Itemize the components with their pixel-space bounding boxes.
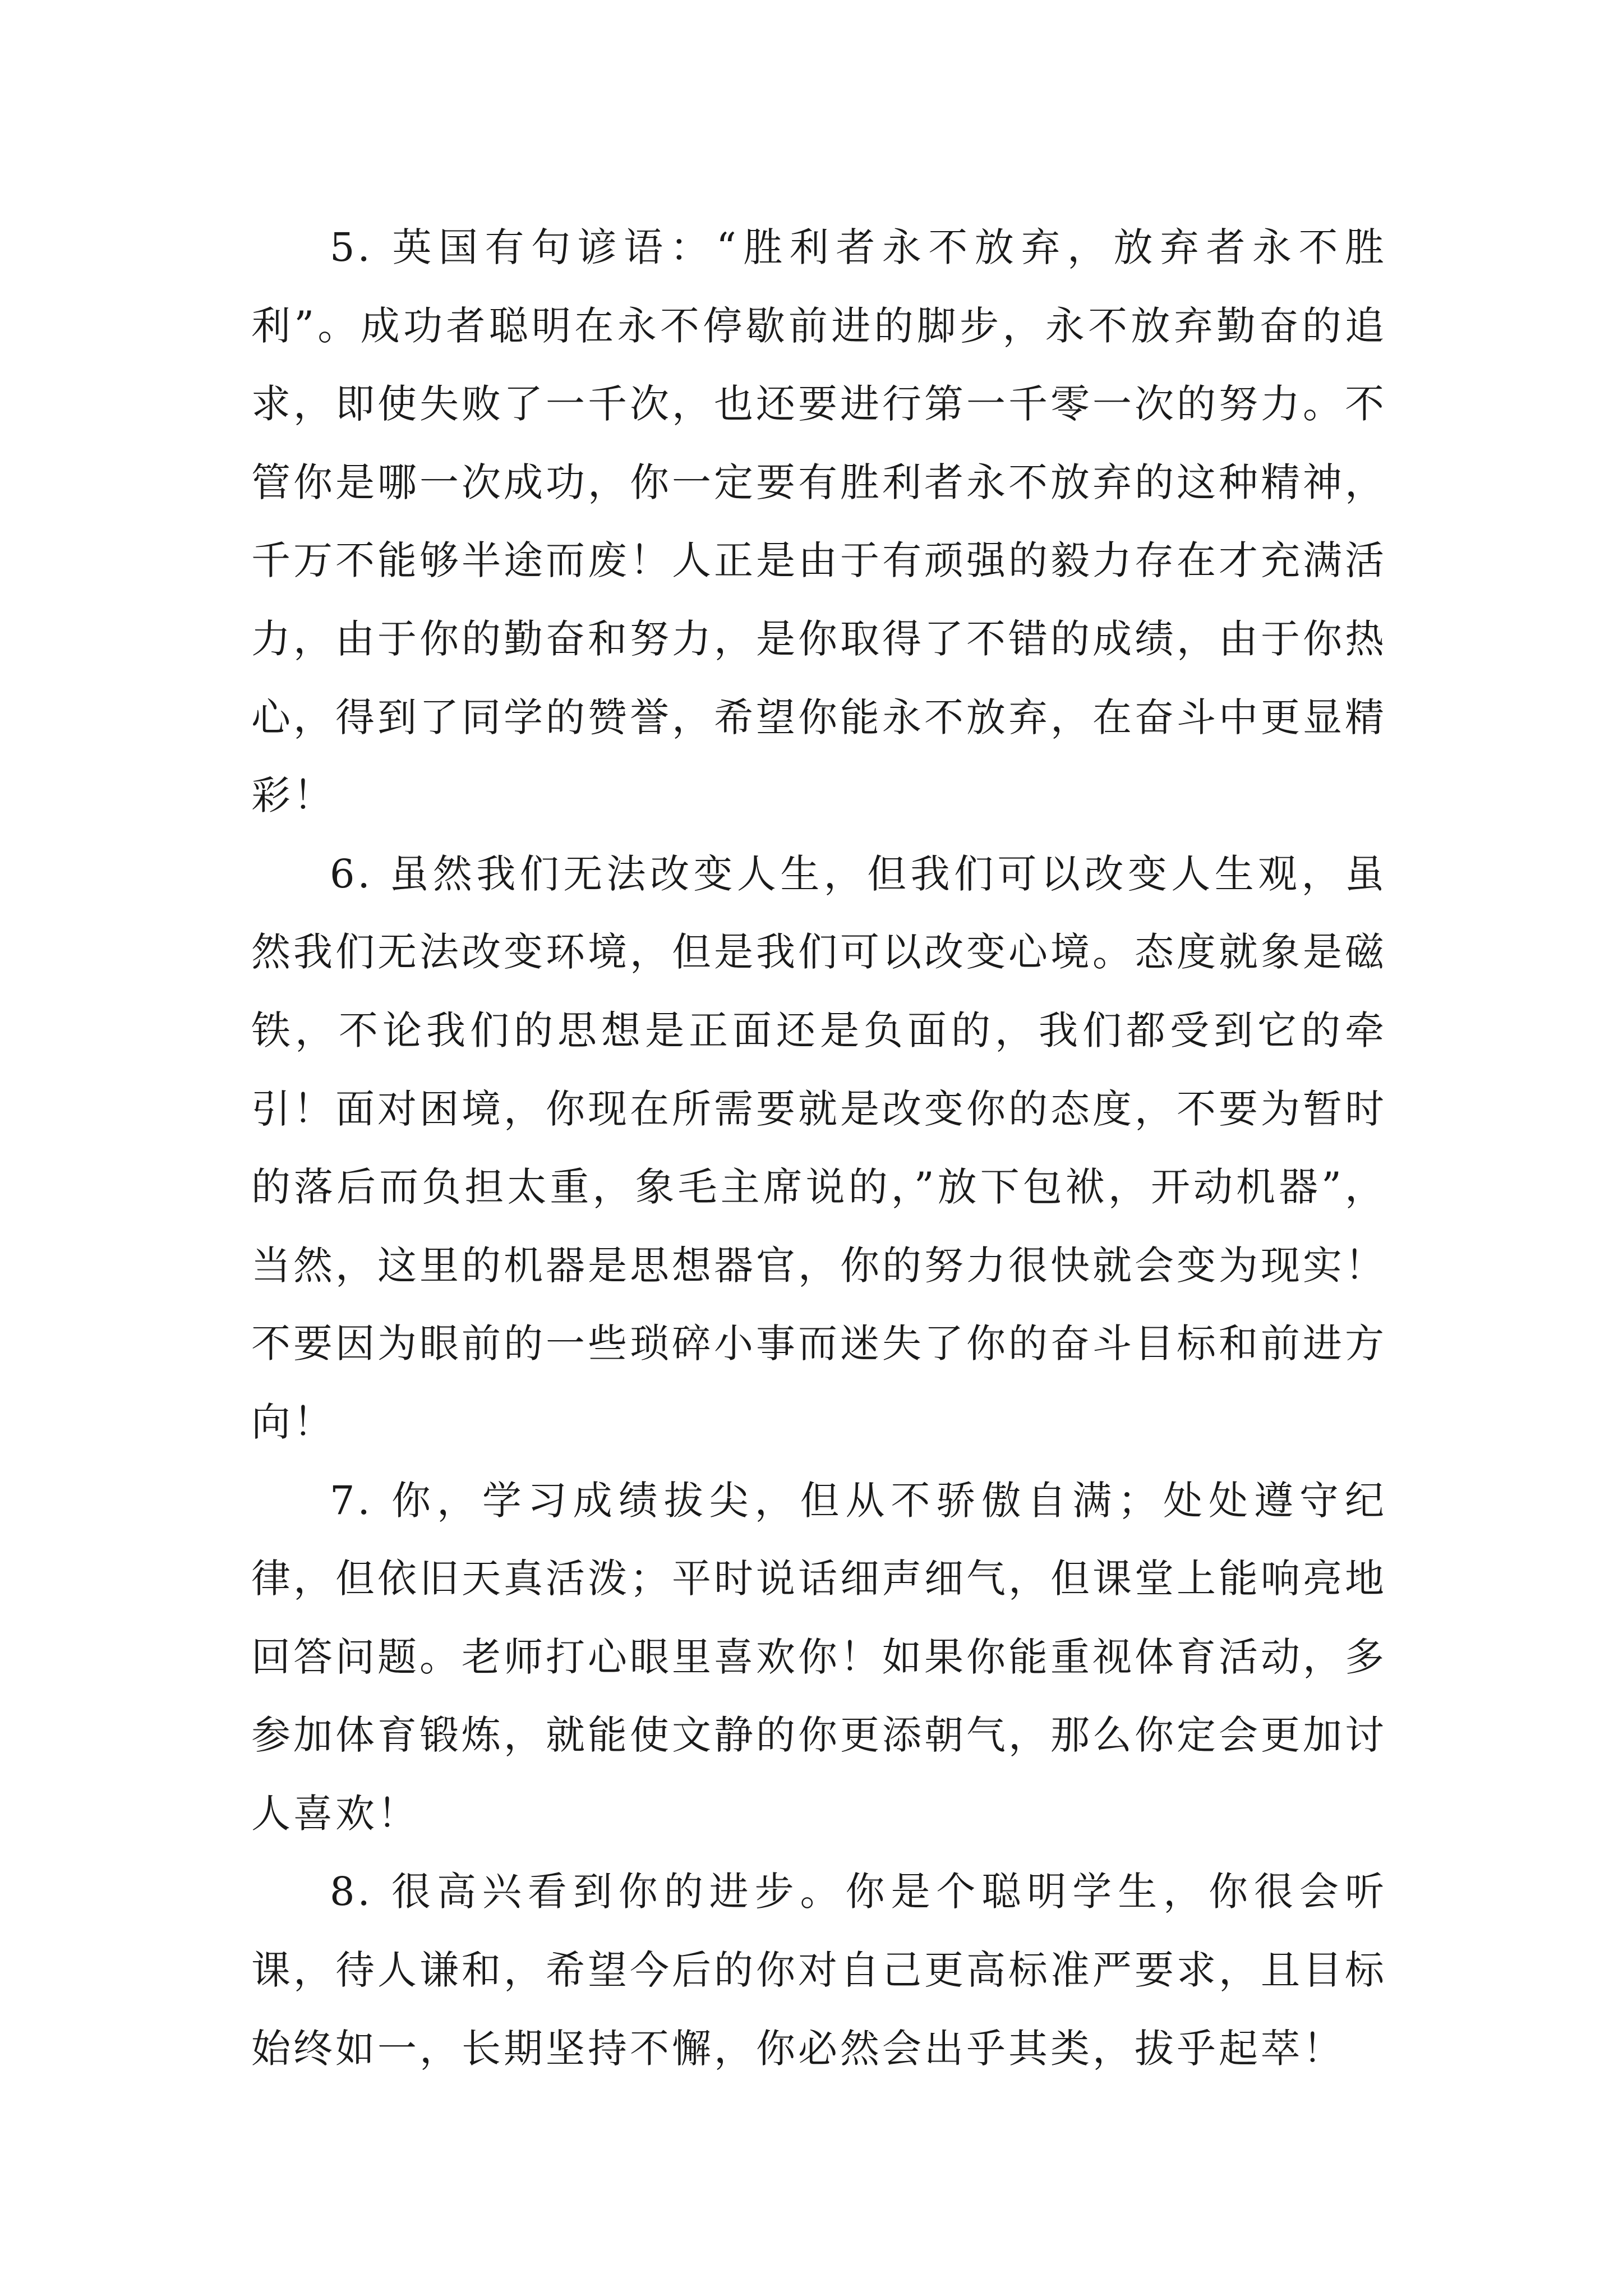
paragraph-7: 7. 你，学习成绩拔尖，但从不骄傲自满；处处遵守纪律，但依旧天真活泼；平时说话细声细气，但课堂上能响亮地回答问题。老师打心眼里喜欢你！如果你能重视体育活动，多参加体育锻炼，就能使文静的你更添朝气，那么你定会更加讨人喜欢！	[251, 1477, 1387, 1837]
document-body	[251, 209, 1387, 2088]
paragraph-8: 8. 很高兴看到你的进步。你是个聪明学生，你很会听课，待人谦和，希望今后的你对自己更高标准严要求，且目标始终如一，长期坚持不懈，你必然会出乎其类，拔乎起萃！	[251, 1869, 1387, 2072]
paragraph-6: 6. 虽然我们无法改变人生，但我们可以改变人生观，虽然我们无法改变环境，但是我们可以改变心境。态度就象是磁铁，不论我们的思想是正面还是负面的，我们都受到它的牵引！面对困境，你现在所需要就是改变你的态度，不要为暂时的落后而负担太重，象毛主席说的，”放下包袱，开动机器”，当然，这里的机器是思想器官，你的努力很快就会变为现实！不要因为眼前的一些琐碎小事而迷失了你的奋斗目标和前进方向！	[251, 850, 1387, 1445]
paragraph-5: 5. 英国有句谚语：“胜利者永不放弃，放弃者永不胜利”。成功者聪明在永不停歇前进的脚步，永不放弃勤奋的追求，即使失败了一千次，也还要进行第一千零一次的努力。不管你是哪一次成功，你一定要有胜利者永不放弃的这种精神，千万不能够半途而废！人正是由于有顽强的毅力存在才充满活力，由于你的勤奋和努力，是你取得了不错的成绩，由于你热心，得到了同学的赞誉，希望你能永不放弃，在奋斗中更显精彩！	[251, 224, 1387, 819]
